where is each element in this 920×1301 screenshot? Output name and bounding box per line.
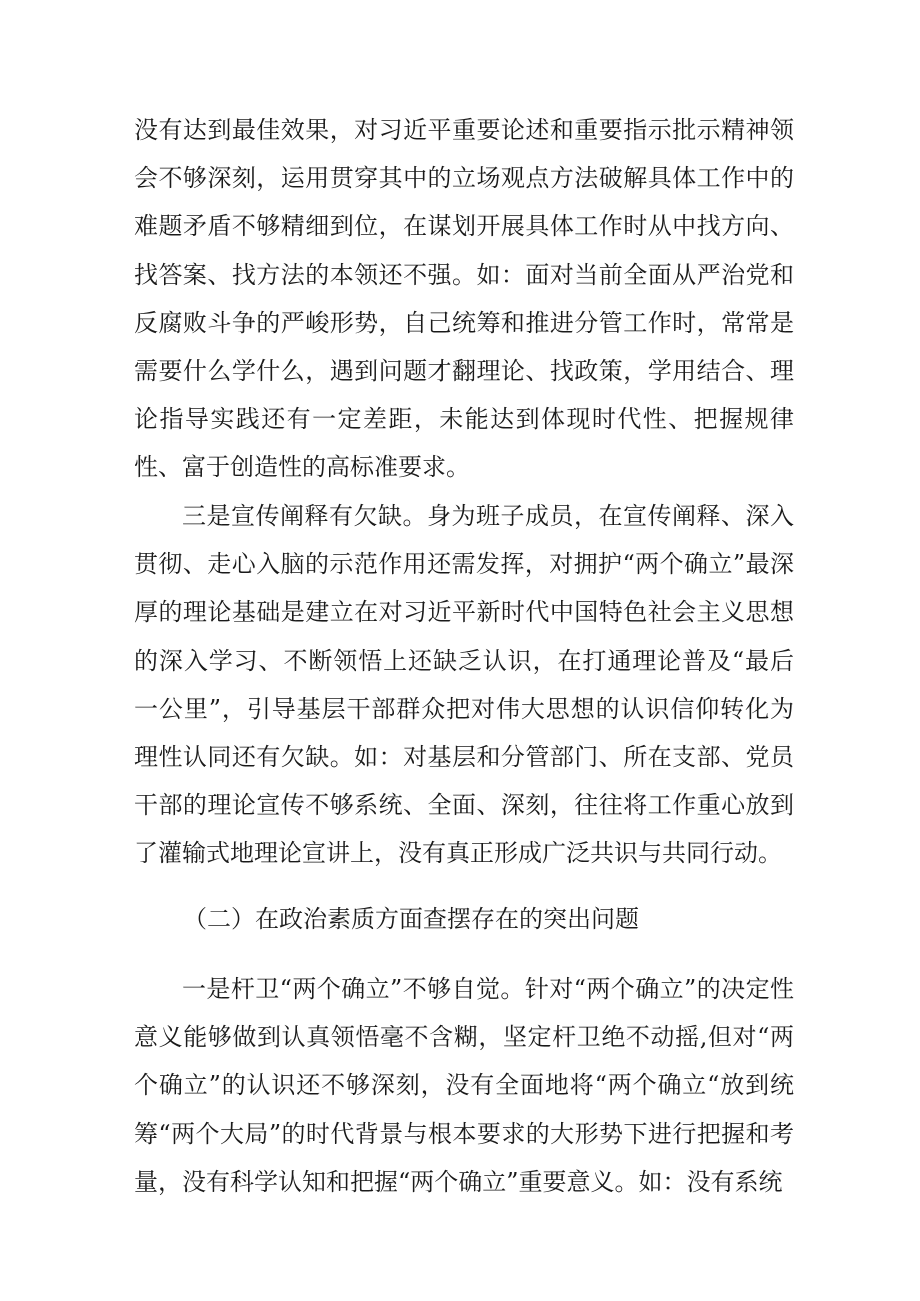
section-heading: （二）在政治素质方面查摆存在的突出问题 — [183, 905, 639, 933]
paragraph-block-3 — [134, 965, 794, 1206]
body-paragraph-publicity: 三是宣传阐释有欠缺。身为班子成员，在宣传阐释、深入贯彻、走心入脑的示范作用还需发挥，对拥护“两个确立”最深厚的理论基础是建立在对习近平新时代中国特色社会主义思想的深入学习、不断领悟上还缺乏认识，在打通理论普及“最后一公里”，引导基层干部群众把对伟大思想的认识信仰转化为理性认同还有欠缺。如：对基层和分管部门、所在支部、党员干部的理论宣传不够系统、全面、深刻，往往将工作重心放到了灌输式地理论宣讲上，没有真正形成广泛共识与共同行动。 — [134, 502, 794, 868]
body-paragraph-continued: 没有达到最佳效果，对习近平重要论述和重要指示批示精神领会不够深刻，运用贯穿其中的立场观点方法破解具体工作中的难题矛盾不够精细到位，在谋划开展具体工作时从中找方向、找答案、找方法的本领还不强。如：面对当前全面从严治党和反腐败斗争的严峻形势，自己统筹和推进分管工作时，常常是需要什么学什么，遇到问题才翻理论、找政策，学用结合、理论指导实践还有一定差距，未能达到体现时代性、把握规律性、富于创造性的高标准要求。 — [134, 116, 794, 482]
paragraph-block-1 — [134, 106, 794, 492]
paragraph-block-2 — [134, 492, 794, 878]
body-paragraph-two-establishments: 一是杆卫“两个确立”不够自觉。针对“两个确立”的决定性意义能够做到认真领悟毫不含糊，坚定杆卫绝不动摇,但对“两个确立”的认识还不够深刻，没有全面地将“两个确立“放到统筹“两个大局”的时代背景与根本要求的大形势下进行把握和考量，没有科学认知和把握“两个确立”重要意义。如：没有系统 — [134, 975, 794, 1196]
